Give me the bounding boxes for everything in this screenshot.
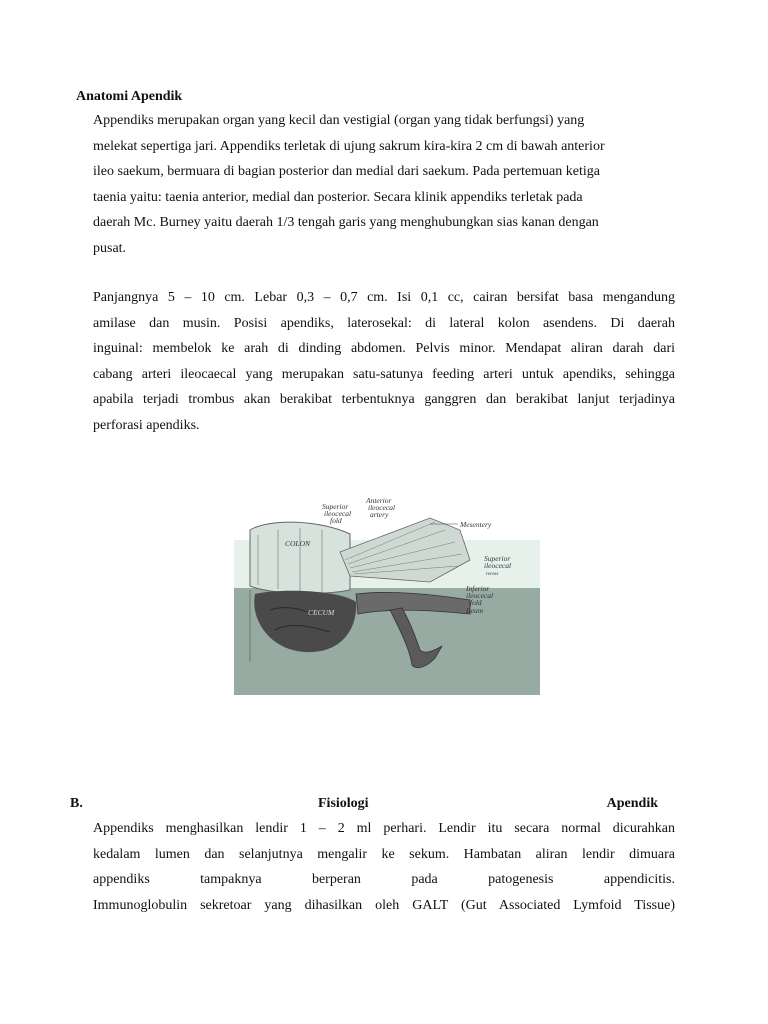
text-line: ileo saekum, bermuara di bagian posterior dan medial dari saekum. Pada pertemuan ketiga	[93, 164, 600, 180]
appendix-anatomy-figure	[230, 490, 540, 695]
label-anterior-artery-1: Anterior	[366, 496, 392, 505]
paragraph-anatomi-intro	[93, 108, 675, 262]
label-mesentery: Mesentery	[460, 520, 492, 529]
appendix-anatomy-illustration	[230, 490, 540, 695]
text-line: apabila terjadi trombus akan berakibat terbentuknya ganggren dan berakibat lanjut terjadinya	[93, 392, 675, 408]
text-line: melekat sepertiga jari. Appendiks terletak di ujung sakrum kira-kira 2 cm di bawah anterior	[93, 138, 605, 154]
paragraph-anatomi-dimensions	[93, 285, 675, 439]
paragraph-fisiologi	[93, 816, 675, 918]
label-colon: COLON	[285, 539, 311, 548]
section-number: B.	[70, 796, 83, 811]
label-anterior-artery-3: artery	[370, 510, 389, 519]
label-superior-recess-3: recess	[486, 572, 499, 577]
section-title-word-1: Fisiologi	[318, 796, 369, 811]
label-cecum: CECUM	[308, 608, 335, 617]
text-line: appendiks tampaknya berperan pada patogenesis appendicitis.	[93, 872, 675, 888]
label-superior-fold-1: Superior	[322, 502, 349, 511]
text-line: Panjangnya 5 – 10 cm. Lebar 0,3 – 0,7 cm. Isi 0,1 cc, cairan bersifat basa mengandung	[93, 290, 675, 305]
label-superior-fold-2: ileocecal	[324, 509, 352, 518]
text-line: perforasi apendiks.	[93, 417, 200, 433]
text-line: Appendiks merupakan organ yang kecil dan vestigial (organ yang tidak berfungsi) yang	[93, 113, 585, 128]
text-line: Appendiks menghasilkan lendir 1 – 2 ml perhari. Lendir itu secara normal dicurahkan	[93, 821, 675, 836]
text-line: Immunoglobulin sekretoar yang dihasilkan oleh GALT (Gut Associated Lymfoid Tissue)	[93, 897, 675, 913]
label-inferior-fold-2: ileocecal	[466, 591, 494, 600]
text-line: pusat.	[93, 240, 127, 256]
label-superior-fold-3: fold	[330, 516, 342, 525]
text-line: taenia yaitu: taenia anterior, medial dan posterior. Secara klinik appendiks terletak pada	[93, 189, 583, 205]
label-inferior-fold-1: Inferior	[466, 584, 490, 593]
section-heading-anatomi: Anatomi Apendik	[76, 89, 183, 104]
text-line: cabang arteri ileocaecal yang merupakan satu-satunya feeding arteri untuk apendiks, sehingga	[93, 366, 675, 382]
label-ileum: Ileum	[466, 606, 484, 615]
label-superior-recess-2: ileocecal	[484, 561, 512, 570]
text-line: daerah Mc. Burney yaitu daerah 1/3 tengah garis yang menghubungkan sias kanan dengan	[93, 215, 599, 231]
section-title-word-2: Apendik	[606, 796, 658, 811]
label-inferior-fold-3: fold	[470, 598, 482, 607]
label-anterior-artery-2: ileocecal	[368, 503, 396, 512]
label-superior-recess-1: Superior	[484, 554, 511, 563]
text-line: amilase dan musin. Posisi apendiks, laterosekal: di lateral kolon asendens. Di daerah	[93, 315, 675, 331]
text-line: kedalam lumen dan selanjutnya mengalir ke sekum. Hambatan aliran lendir dimuara	[93, 846, 675, 862]
text-line: inguinal: membelok ke arah di dinding abdomen. Pelvis minor. Mendapat aliran darah dari	[93, 341, 675, 357]
section-heading-fisiologi	[70, 795, 658, 813]
